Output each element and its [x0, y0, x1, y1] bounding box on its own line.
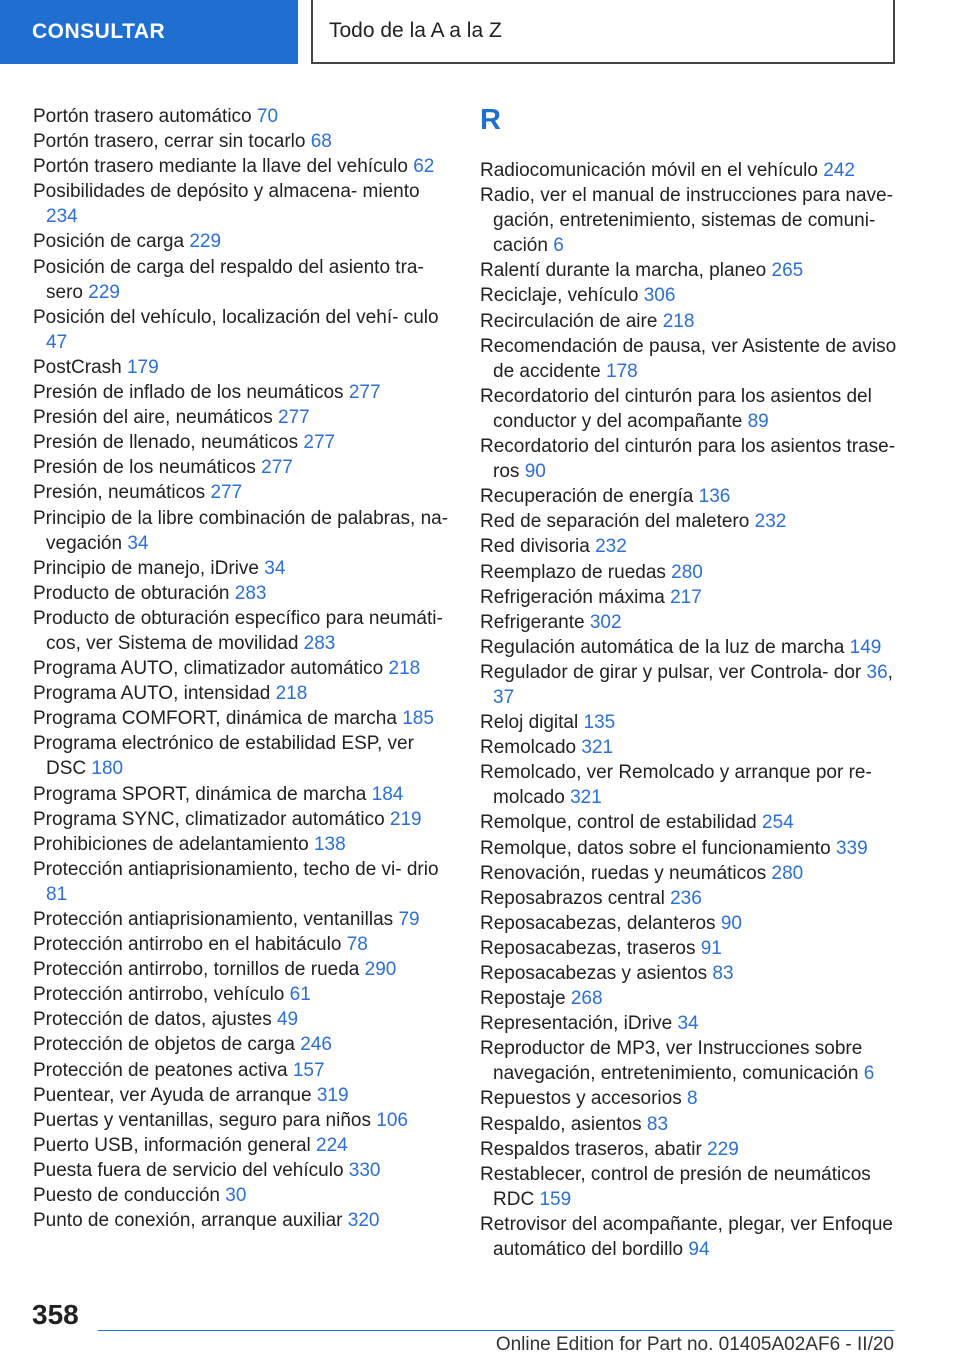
index-entry-text: Refrigeración máxima: [480, 586, 665, 608]
page-link[interactable]: 90: [720, 912, 742, 934]
page-link[interactable]: 83: [646, 1113, 669, 1135]
page-link[interactable]: 229: [88, 281, 120, 303]
index-entry: [33, 1158, 451, 1183]
page-link[interactable]: 6: [553, 235, 564, 257]
page-link[interactable]: 138: [313, 833, 346, 855]
index-entry-text: Puertas y ventanillas, seguro para niños: [33, 1109, 371, 1131]
index-entry: [33, 857, 451, 907]
index-entry: [33, 229, 451, 254]
index-entry-text: Portón trasero mediante la llave del vehículo: [33, 156, 408, 178]
page-link[interactable]: 62: [413, 156, 435, 178]
page-link[interactable]: 37: [493, 686, 515, 708]
page-link[interactable]: 47: [46, 331, 68, 353]
section-tab-consultar[interactable]: [0, 0, 298, 64]
index-entry-text: Retrovisor del acompañante, plegar, ver Enfoque automático del bordillo: [480, 1213, 893, 1261]
index-entry-text: Reproductor de MP3, ver Instrucciones sobre navegación, entretenimiento, comunicación: [480, 1038, 863, 1085]
page-link[interactable]: 78: [346, 934, 368, 956]
page-link[interactable]: 106: [376, 1109, 408, 1131]
index-entry: [480, 735, 900, 760]
index-entry: [33, 1183, 451, 1208]
index-entry-text: Remolcado, ver Remolcado y arranque por re- molcado: [480, 762, 872, 809]
index-entry: [33, 179, 451, 229]
page-link[interactable]: 268: [570, 988, 603, 1010]
index-entry-text: Recordatorio del cinturón para los asientos trase- ros: [480, 436, 896, 483]
index-entry: [480, 183, 900, 258]
page-link[interactable]: 218: [275, 683, 308, 705]
page-link[interactable]: 277: [303, 432, 336, 454]
page-link[interactable]: 159: [539, 1188, 572, 1210]
index-entry-text: Radio, ver el manual de instrucciones para nave- gación, entretenimiento, sistemas de comuni- cación: [480, 185, 893, 257]
index-entry-text: Reposacabezas, delanteros: [480, 912, 716, 934]
page-link[interactable]: 236: [670, 887, 702, 909]
section-tab-label: CONSULTAR: [32, 20, 166, 43]
footer-divider: [98, 1330, 894, 1331]
index-entry-text: Programa SYNC, climatizador automático: [33, 808, 385, 830]
index-entry-text: Puesta fuera de servicio del vehículo: [33, 1159, 344, 1181]
page-link[interactable]: 90: [524, 461, 546, 483]
index-entry-text: Programa AUTO, climatizador automático: [33, 658, 384, 680]
index-letter-heading: R: [480, 104, 501, 136]
index-entry: [33, 731, 451, 781]
index-entry: [33, 957, 451, 982]
page-link[interactable]: 232: [754, 511, 787, 533]
page-link[interactable]: 34: [127, 532, 149, 554]
page-link[interactable]: 218: [388, 658, 421, 680]
page-link[interactable]: 36: [866, 661, 888, 683]
page-link[interactable]: 242: [823, 160, 855, 181]
index-entry-text: Posibilidades de depósito y almacena- miento: [33, 181, 420, 203]
index-entry: [480, 283, 900, 308]
page-link[interactable]: 229: [189, 231, 222, 253]
index-entry-text: Protección de peatones activa: [33, 1059, 288, 1081]
page-link[interactable]: 283: [234, 582, 267, 604]
index-entry-text: Programa electrónico de estabilidad ESP, ver DSC: [33, 733, 414, 780]
page-link[interactable]: 30: [225, 1185, 247, 1207]
index-entry-text: Puerto USB, información general: [33, 1134, 311, 1156]
index-entry: [480, 1086, 900, 1111]
page-link[interactable]: 290: [364, 959, 397, 981]
page-link[interactable]: 83: [712, 963, 734, 984]
index-entry: [480, 1137, 900, 1162]
index-entry: [33, 932, 451, 957]
index-entry-text: Protección antirrobo, tornillos de rueda: [33, 959, 360, 981]
index-entry: [33, 104, 451, 129]
index-entry-text: Posición del vehículo, localización del vehí- culo: [33, 306, 439, 328]
index-entry-text: Renovación, ruedas y neumáticos: [480, 862, 767, 884]
page-link[interactable]: 136: [698, 486, 731, 508]
index-entry: [480, 484, 900, 509]
index-entry-text: Protección antiaprisionamiento, ventanillas: [33, 909, 394, 930]
index-entry-text: Recuperación de energía: [480, 486, 694, 508]
index-entry: [480, 509, 900, 534]
index-entry: [480, 309, 900, 334]
index-entry: [33, 1058, 451, 1083]
index-entry: [480, 384, 900, 434]
index-entry: [480, 560, 900, 585]
index-entry-text: Recomendación de pausa, ver Asistente de aviso de accidente: [480, 335, 897, 382]
page-link[interactable]: 339: [835, 837, 868, 859]
index-entry: [480, 911, 900, 936]
page-link[interactable]: 246: [300, 1034, 332, 1056]
index-entry: [33, 656, 451, 681]
index-entry: [33, 1083, 451, 1108]
index-entry-text: Representación, iDrive: [480, 1013, 673, 1035]
index-entry-text: PostCrash: [33, 356, 122, 378]
index-entry: [480, 585, 900, 610]
page-link[interactable]: 178: [606, 360, 638, 382]
page-link[interactable]: 219: [389, 808, 422, 830]
index-entry: [480, 986, 900, 1011]
index-entry-text: Presión, neumáticos: [33, 482, 206, 504]
index-entry-text: Presión de inflado de los neumáticos: [33, 382, 344, 404]
page-link[interactable]: 330: [348, 1159, 381, 1181]
index-entry-text: Protección de objetos de carga: [33, 1034, 295, 1056]
index-entry-text: Producto de obturación: [33, 582, 230, 604]
page-link[interactable]: 229: [707, 1138, 739, 1160]
index-entry: [480, 836, 900, 861]
index-entry-text: Prohibiciones de adelantamiento: [33, 833, 309, 855]
index-entry: [480, 534, 900, 559]
page-header: [0, 0, 960, 66]
index-entry-text: Puentear, ver Ayuda de arranque: [33, 1084, 312, 1106]
index-entry: [480, 434, 900, 484]
page-link[interactable]: 81: [46, 883, 68, 905]
index-entry-text: Programa SPORT, dinámica de marcha: [33, 783, 367, 805]
index-column-left: [33, 104, 451, 1233]
page-link[interactable]: 218: [662, 310, 695, 332]
page-link[interactable]: 94: [688, 1239, 710, 1261]
index-entry-text: Recirculación de aire: [480, 310, 658, 332]
page-link[interactable]: 277: [261, 457, 293, 479]
index-entry-text: Ralentí durante la marcha, planeo: [480, 260, 767, 282]
index-entry-text: Reposacabezas y asientos: [480, 963, 708, 984]
edition-footer: Online Edition for Part no. 01405A02AF6 - II/20: [495, 1334, 894, 1355]
index-entries-right: [480, 158, 900, 1262]
index-entry-text: Reposacabezas, traseros: [480, 937, 696, 959]
index-entry: [33, 154, 451, 179]
index-entry: [33, 1133, 451, 1158]
page-link[interactable]: 306: [643, 285, 676, 307]
page-link[interactable]: 70: [256, 106, 279, 127]
index-entry-text: Repostaje: [480, 988, 566, 1010]
index-entry-text: Restablecer, control de presión de neumáticos RDC: [480, 1163, 871, 1210]
page-link[interactable]: 280: [671, 561, 703, 583]
index-entry-text: Portón trasero automático: [33, 106, 252, 127]
index-entry-text: Presión de llenado, neumáticos: [33, 432, 299, 454]
page-link[interactable]: 179: [126, 356, 159, 378]
index-entry: [33, 380, 451, 405]
index-entry-text: Red divisoria: [480, 536, 590, 558]
index-entry: [33, 129, 451, 154]
index-entry: [480, 1112, 900, 1137]
index-entry: [33, 681, 451, 706]
chapter-title-box: [311, 0, 895, 64]
page-link[interactable]: 321: [570, 787, 602, 809]
index-entry-text: Presión del aire, neumáticos: [33, 407, 273, 429]
index-entry: [33, 782, 451, 807]
index-entry: [33, 606, 451, 656]
index-entry: [480, 1011, 900, 1036]
index-entry: [480, 1212, 900, 1262]
index-entry-text: Protección antirrobo en el habitáculo: [33, 934, 342, 956]
index-entry: [33, 556, 451, 581]
index-entry-text: Remolcado: [480, 737, 577, 759]
index-entry: [33, 480, 451, 505]
index-entry-text: Radiocomunicación móvil en el vehículo: [480, 160, 818, 181]
index-entry: [33, 506, 451, 556]
page-link[interactable]: 89: [747, 410, 769, 432]
page-link[interactable]: 232: [595, 536, 627, 558]
index-entry: [33, 907, 451, 932]
page-link[interactable]: 149: [849, 636, 882, 658]
index-entry-text: Reemplazo de ruedas: [480, 561, 666, 583]
index-entry: [480, 1162, 900, 1212]
page-link[interactable]: 224: [316, 1134, 348, 1156]
index-entry-text: Presión de los neumáticos: [33, 457, 256, 479]
index-entry: [480, 810, 900, 835]
chapter-title: Todo de la A a la Z: [329, 19, 502, 42]
page-link[interactable]: 265: [771, 260, 804, 282]
page-link[interactable]: 254: [762, 812, 794, 834]
index-entry-text: Posición de carga: [33, 231, 185, 253]
index-entry: [480, 861, 900, 886]
index-entry: [33, 255, 451, 305]
index-entry: [33, 982, 451, 1007]
index-column-right: [480, 104, 900, 1262]
index-entry-text: Programa AUTO, intensidad: [33, 683, 271, 705]
index-entry-text: Posición de carga del respaldo del asiento tra- sero: [33, 256, 424, 303]
index-entry-text: Reloj digital: [480, 712, 579, 734]
index-entry: [480, 760, 900, 810]
index-entry-text: Recordatorio del cinturón para los asientos del conductor y del acompañante: [480, 385, 872, 432]
index-entry-text: Producto de obturación específico para neumáti- cos, ver Sistema de movilidad: [33, 607, 443, 654]
index-entry: [33, 1208, 451, 1233]
index-entry-text: Respaldo, asientos: [480, 1113, 642, 1135]
index-entry-text: Punto de conexión, arranque auxiliar: [33, 1210, 343, 1232]
page-link[interactable]: 68: [310, 131, 332, 153]
page-link[interactable]: 61: [289, 984, 311, 1006]
index-entry-text: Reposabrazos central: [480, 887, 665, 909]
index-entry-text: Refrigerante: [480, 611, 585, 633]
page-link[interactable]: 180: [91, 758, 124, 780]
index-entry-text: Protección antiaprisionamiento, techo de vi- drio: [33, 858, 439, 880]
index-entry: [33, 807, 451, 832]
index-entry: [33, 430, 451, 455]
index-entry: [480, 886, 900, 911]
index-entry-text: Programa COMFORT, dinámica de marcha: [33, 708, 397, 730]
index-entry: Regulador de girar y pulsar, ver Controla- dor 36, 37: [480, 661, 893, 708]
index-entry-text: Protección de datos, ajustes: [33, 1009, 272, 1031]
page-link[interactable]: 34: [264, 557, 286, 579]
index-entry: [480, 158, 900, 183]
index-entry-text: Reciclaje, vehículo: [480, 285, 639, 307]
index-entry-text: Principio de manejo, iDrive: [33, 557, 259, 579]
index-entry: [33, 1032, 451, 1057]
index-entry: [480, 1036, 900, 1086]
index-entry: [480, 610, 900, 635]
index-entry: [33, 581, 451, 606]
index-entry-text: Respaldos traseros, abatir: [480, 1138, 702, 1160]
page-link[interactable]: 185: [402, 708, 434, 730]
index-entry: [480, 334, 900, 384]
index-entry-text: Regulador de girar y pulsar, ver Controla- dor: [480, 661, 862, 683]
page-link[interactable]: 319: [316, 1084, 349, 1106]
page-link[interactable]: 184: [371, 783, 404, 805]
page-link[interactable]: 79: [398, 909, 420, 930]
index-entry: [33, 1108, 451, 1133]
index-entry: [33, 405, 451, 430]
index-entry-text: Protección antirrobo, vehículo: [33, 984, 285, 1006]
page-link[interactable]: 49: [276, 1009, 299, 1031]
page-link[interactable]: 320: [347, 1210, 380, 1232]
page-link[interactable]: 277: [210, 482, 243, 504]
page-link[interactable]: 280: [771, 862, 804, 884]
page-link[interactable]: 277: [278, 407, 310, 429]
page-link[interactable]: 217: [670, 586, 702, 608]
index-entry-text: Regulación automática de la luz de marcha: [480, 636, 845, 658]
page-link[interactable]: 283: [303, 632, 336, 654]
index-entry-text: Repuestos y accesorios: [480, 1088, 682, 1110]
index-entry: [480, 961, 900, 986]
index-entry-text: Remolque, datos sobre el funcionamiento: [480, 837, 831, 859]
index-entry: [33, 1007, 451, 1032]
index-entry: [33, 455, 451, 480]
page-link[interactable]: 135: [583, 712, 616, 734]
page-link[interactable]: 91: [700, 937, 722, 959]
page-number: 358: [32, 1299, 79, 1330]
index-entry-text: Red de separación del maletero: [480, 511, 750, 533]
index-entry: [480, 710, 900, 735]
index-entry: [33, 355, 451, 380]
index-entry: [480, 258, 900, 283]
index-entry-text: Portón trasero, cerrar sin tocarlo: [33, 131, 306, 153]
page-link[interactable]: 277: [348, 382, 381, 404]
page-link[interactable]: 34: [677, 1013, 699, 1035]
index-entry-text: Remolque, control de estabilidad: [480, 812, 757, 834]
page-link[interactable]: 302: [589, 611, 622, 633]
index-entry-text: Puesto de conducción: [33, 1185, 220, 1207]
page-link[interactable]: 321: [581, 737, 614, 759]
index-entry: [480, 635, 900, 660]
index-entry: [33, 706, 451, 731]
index-entry: [33, 832, 451, 857]
index-entry: [33, 305, 451, 355]
page-link[interactable]: 8: [687, 1088, 698, 1110]
page-link[interactable]: 157: [292, 1059, 325, 1081]
index-entry: [480, 936, 900, 961]
index-entry-text: Principio de la libre combinación de palabras, na- vegación: [33, 507, 449, 554]
page-link[interactable]: 234: [46, 206, 78, 228]
page-link[interactable]: 6: [863, 1063, 875, 1085]
